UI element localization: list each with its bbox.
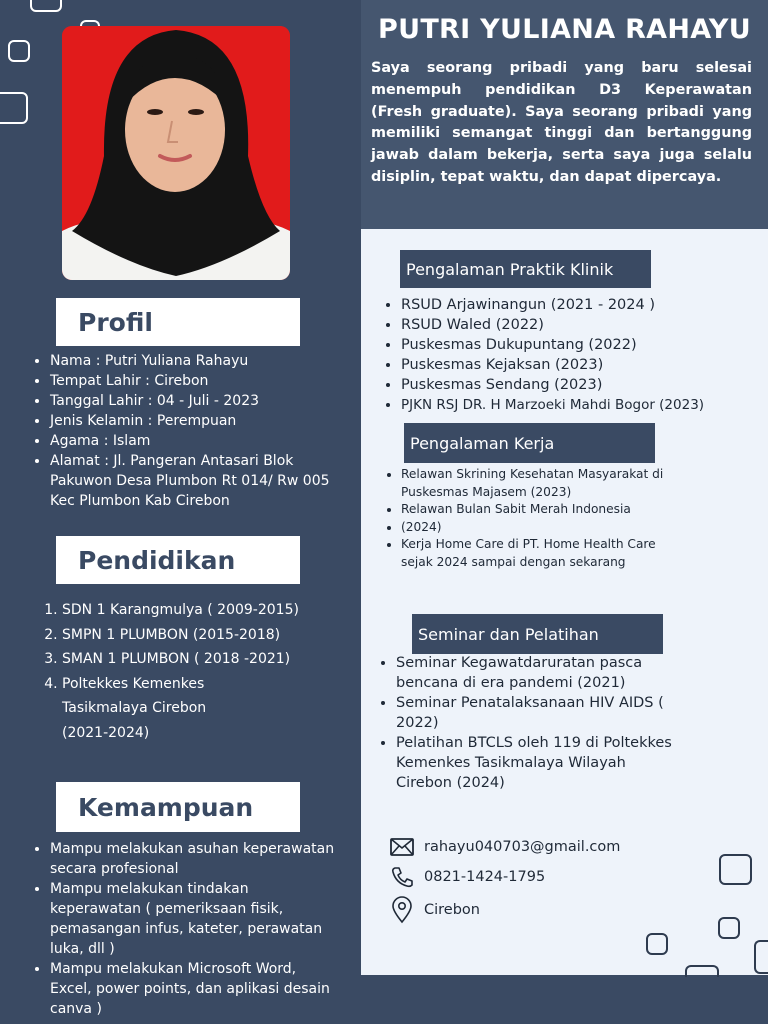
kemampuan-heading — [56, 782, 300, 832]
list-item: • RSUD Waled (2022) — [401, 315, 763, 335]
seminar-title: Seminar dan Pelatihan — [418, 624, 599, 644]
email-text: rahayu040703@gmail.com — [424, 839, 621, 855]
list-item: • PJKN RSJ DR. H Marzoeki Mahdi Bogor (2023) — [401, 395, 763, 415]
praktik-heading — [400, 250, 651, 288]
list-item: • Mampu melakukan asuhan keperawatan secara profesional — [50, 839, 342, 879]
list-item: 4. Poltekkes Kemenkes Tasikmalaya Cirebon (2021-2024) — [62, 672, 342, 746]
deco-square — [754, 940, 768, 974]
kemampuan-title: Kemampuan — [78, 792, 254, 822]
pendidikan-heading — [56, 536, 300, 584]
kerja-heading — [404, 423, 655, 463]
list-item: • Mampu melakukan Microsoft Word, Excel, power points, dan aplikasi desain canva ) — [50, 959, 342, 1019]
deco-square — [685, 965, 719, 977]
list-item: 3. SMAN 1 PLUMBON ( 2018 -2021) — [62, 647, 342, 672]
praktik-list — [401, 295, 763, 415]
list-item: • Nama : Putri Yuliana Rahayu — [50, 351, 350, 371]
pendidikan-title: Pendidikan — [78, 545, 236, 575]
location-text: Cirebon — [424, 902, 480, 918]
profil-list — [50, 351, 350, 511]
portrait-illustration — [62, 26, 290, 280]
deco-square — [8, 40, 30, 62]
deco-square — [30, 0, 62, 12]
list-item: • Puskesmas Dukupuntang (2022) — [401, 335, 763, 355]
seminar-heading — [412, 614, 663, 654]
list-item: • Jenis Kelamin : Perempuan — [50, 411, 350, 431]
deco-square — [719, 854, 752, 885]
contact-location — [390, 896, 480, 924]
list-item: • Tanggal Lahir : 04 - Juli - 2023 — [50, 391, 350, 411]
seminar-list — [396, 653, 686, 793]
deco-square — [718, 917, 740, 939]
list-item: 1. SDN 1 Karangmulya ( 2009-2015) — [62, 598, 342, 623]
list-item: • Seminar Kegawatdaruratan pasca bencana di era pandemi (2021) — [396, 653, 686, 693]
deco-square — [0, 92, 28, 124]
list-item: • Puskesmas Kejaksan (2023) — [401, 355, 763, 375]
praktik-title: Pengalaman Praktik Klinik — [406, 259, 614, 279]
list-item: • Kerja Home Care di PT. Home Health Care sejak 2024 sampai dengan sekarang — [401, 536, 691, 571]
phone-icon — [390, 866, 414, 888]
list-item: • RSUD Arjawinangun (2021 - 2024 ) — [401, 295, 763, 315]
kerja-list — [401, 466, 691, 572]
summary-text: Saya seorang pribadi yang baru selesai menempuh pendidikan D3 Keperawatan (Fresh graduate). Saya seorang pribadi yang memiliki semangat tinggi dan bertanggung jawab dalam bekerja, serta saya juga selalu disiplin, tepat waktu, dan dapat dipercaya. — [371, 60, 752, 185]
list-item: • Relawan Skrining Kesehatan Masyarakat di Puskesmas Majasem (2023) — [401, 466, 691, 501]
deco-square — [646, 933, 668, 955]
list-item: • Puskesmas Sendang (2023) — [401, 375, 763, 395]
list-item: 2. SMPN 1 PLUMBON (2015-2018) — [62, 623, 342, 648]
profile-photo — [62, 26, 290, 280]
phone-text: 0821-1424-1795 — [424, 869, 546, 885]
contact-email[interactable] — [390, 838, 620, 856]
list-item: • Agama : Islam — [50, 431, 350, 451]
profil-heading — [56, 298, 300, 346]
list-item: • Tempat Lahir : Cirebon — [50, 371, 350, 391]
contact-phone[interactable] — [390, 866, 545, 888]
list-item: • Mampu melakukan tindakan keperawatan ( pemeriksaan fisik, pemasangan infus, kateter, perawatan luka, dll ) — [50, 879, 342, 959]
location-pin-icon — [390, 896, 414, 924]
list-item: • Alamat : Jl. Pangeran Antasari Blok Pakuwon Desa Plumbon Rt 014/ Rw 005 Kec Plumbon Kab Cirebon — [50, 451, 350, 511]
kerja-title: Pengalaman Kerja — [410, 433, 555, 453]
person-name: PUTRI YULIANA RAHAYU — [378, 14, 751, 45]
list-item: • (2024) — [401, 519, 691, 537]
envelope-icon — [390, 838, 414, 856]
list-item: • Relawan Bulan Sabit Merah Indonesia — [401, 501, 691, 519]
pendidikan-list — [62, 598, 342, 746]
profil-title: Profil — [78, 307, 153, 337]
list-item: • Pelatihan BTCLS oleh 119 di Poltekkes Kemenkes Tasikmalaya Wilayah Cirebon (2024) — [396, 733, 686, 793]
kemampuan-list — [50, 839, 342, 1019]
list-item: • Seminar Penatalaksanaan HIV AIDS ( 2022) — [396, 693, 686, 733]
